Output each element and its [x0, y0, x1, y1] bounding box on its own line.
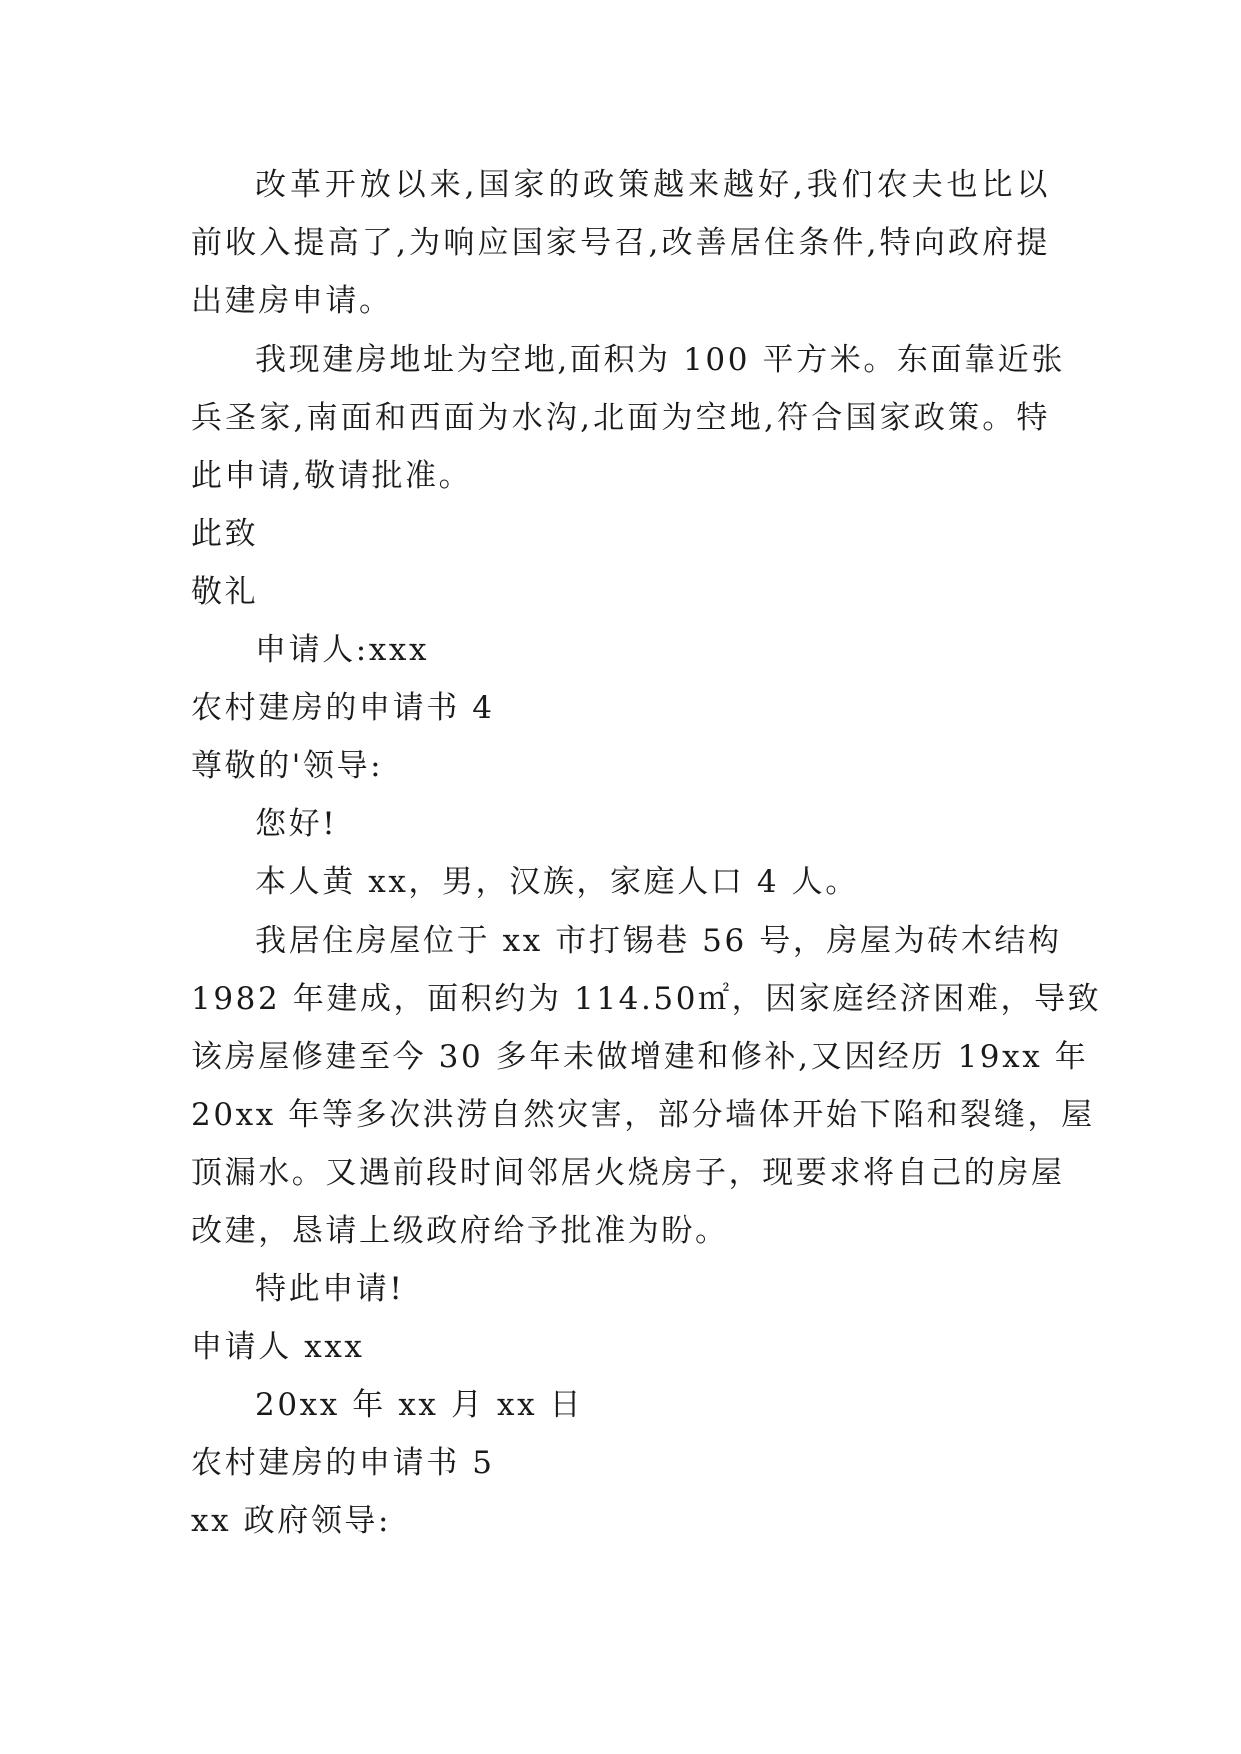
special-request: 特此申请! — [255, 1271, 405, 1307]
paragraph-3-line-4: 20xx 年等多次洪涝自然灾害，部分墙体开始下陷和裂缝，屋 — [191, 1097, 1095, 1133]
paragraph-2-line-2: 兵圣家,南面和西面为水沟,北面为空地,符合国家政策。特 — [191, 400, 1050, 436]
salutation-5: xx 政府领导: — [191, 1503, 392, 1539]
paragraph-1-line-2: 前收入提高了,为响应国家号召,改善居住条件,特向政府提 — [191, 225, 1050, 261]
applicant-intro: 本人黄 xx，男，汉族，家庭人口 4 人。 — [255, 864, 859, 900]
section-heading-4: 农村建房的申请书 4 — [191, 690, 495, 726]
closing-jing-li: 敬礼 — [191, 574, 259, 610]
paragraph-3-line-6: 改建，恳请上级政府给予批准为盼。 — [191, 1213, 729, 1249]
paragraph-2-line-3: 此申请,敬请批准。 — [191, 458, 473, 494]
paragraph-3-line-2: 1982 年建成，面积约为 114.50㎡，因家庭经济困难，导致 — [191, 981, 1102, 1017]
salutation-4: 尊敬的'领导: — [191, 748, 384, 784]
greeting-4: 您好! — [255, 806, 338, 842]
paragraph-2-line-1: 我现建房地址为空地,面积为 100 平方米。东面靠近张 — [255, 342, 1065, 378]
closing-ci-zhi: 此致 — [191, 516, 259, 552]
paragraph-3-line-1: 我居住房屋位于 xx 市打锡巷 56 号，房屋为砖木结构 — [255, 923, 1062, 959]
applicant-signature-1: 申请人:xxx — [255, 632, 430, 668]
paragraph-1-line-3: 出建房申请。 — [191, 283, 393, 319]
signature-date: 20xx 年 xx 月 xx 日 — [255, 1387, 584, 1423]
paragraph-3-line-3: 该房屋修建至今 30 多年未做增建和修补,又因经历 19xx 年 — [191, 1039, 1089, 1075]
paragraph-3-line-5: 顶漏水。又遇前段时间邻居火烧房子，现要求将自己的房屋 — [191, 1155, 1065, 1191]
applicant-signature-2: 申请人 xxx — [191, 1329, 365, 1365]
paragraph-1-line-1: 改革开放以来,国家的政策越来越好,我们农夫也比以 — [255, 167, 1050, 203]
section-heading-5: 农村建房的申请书 5 — [191, 1445, 495, 1481]
